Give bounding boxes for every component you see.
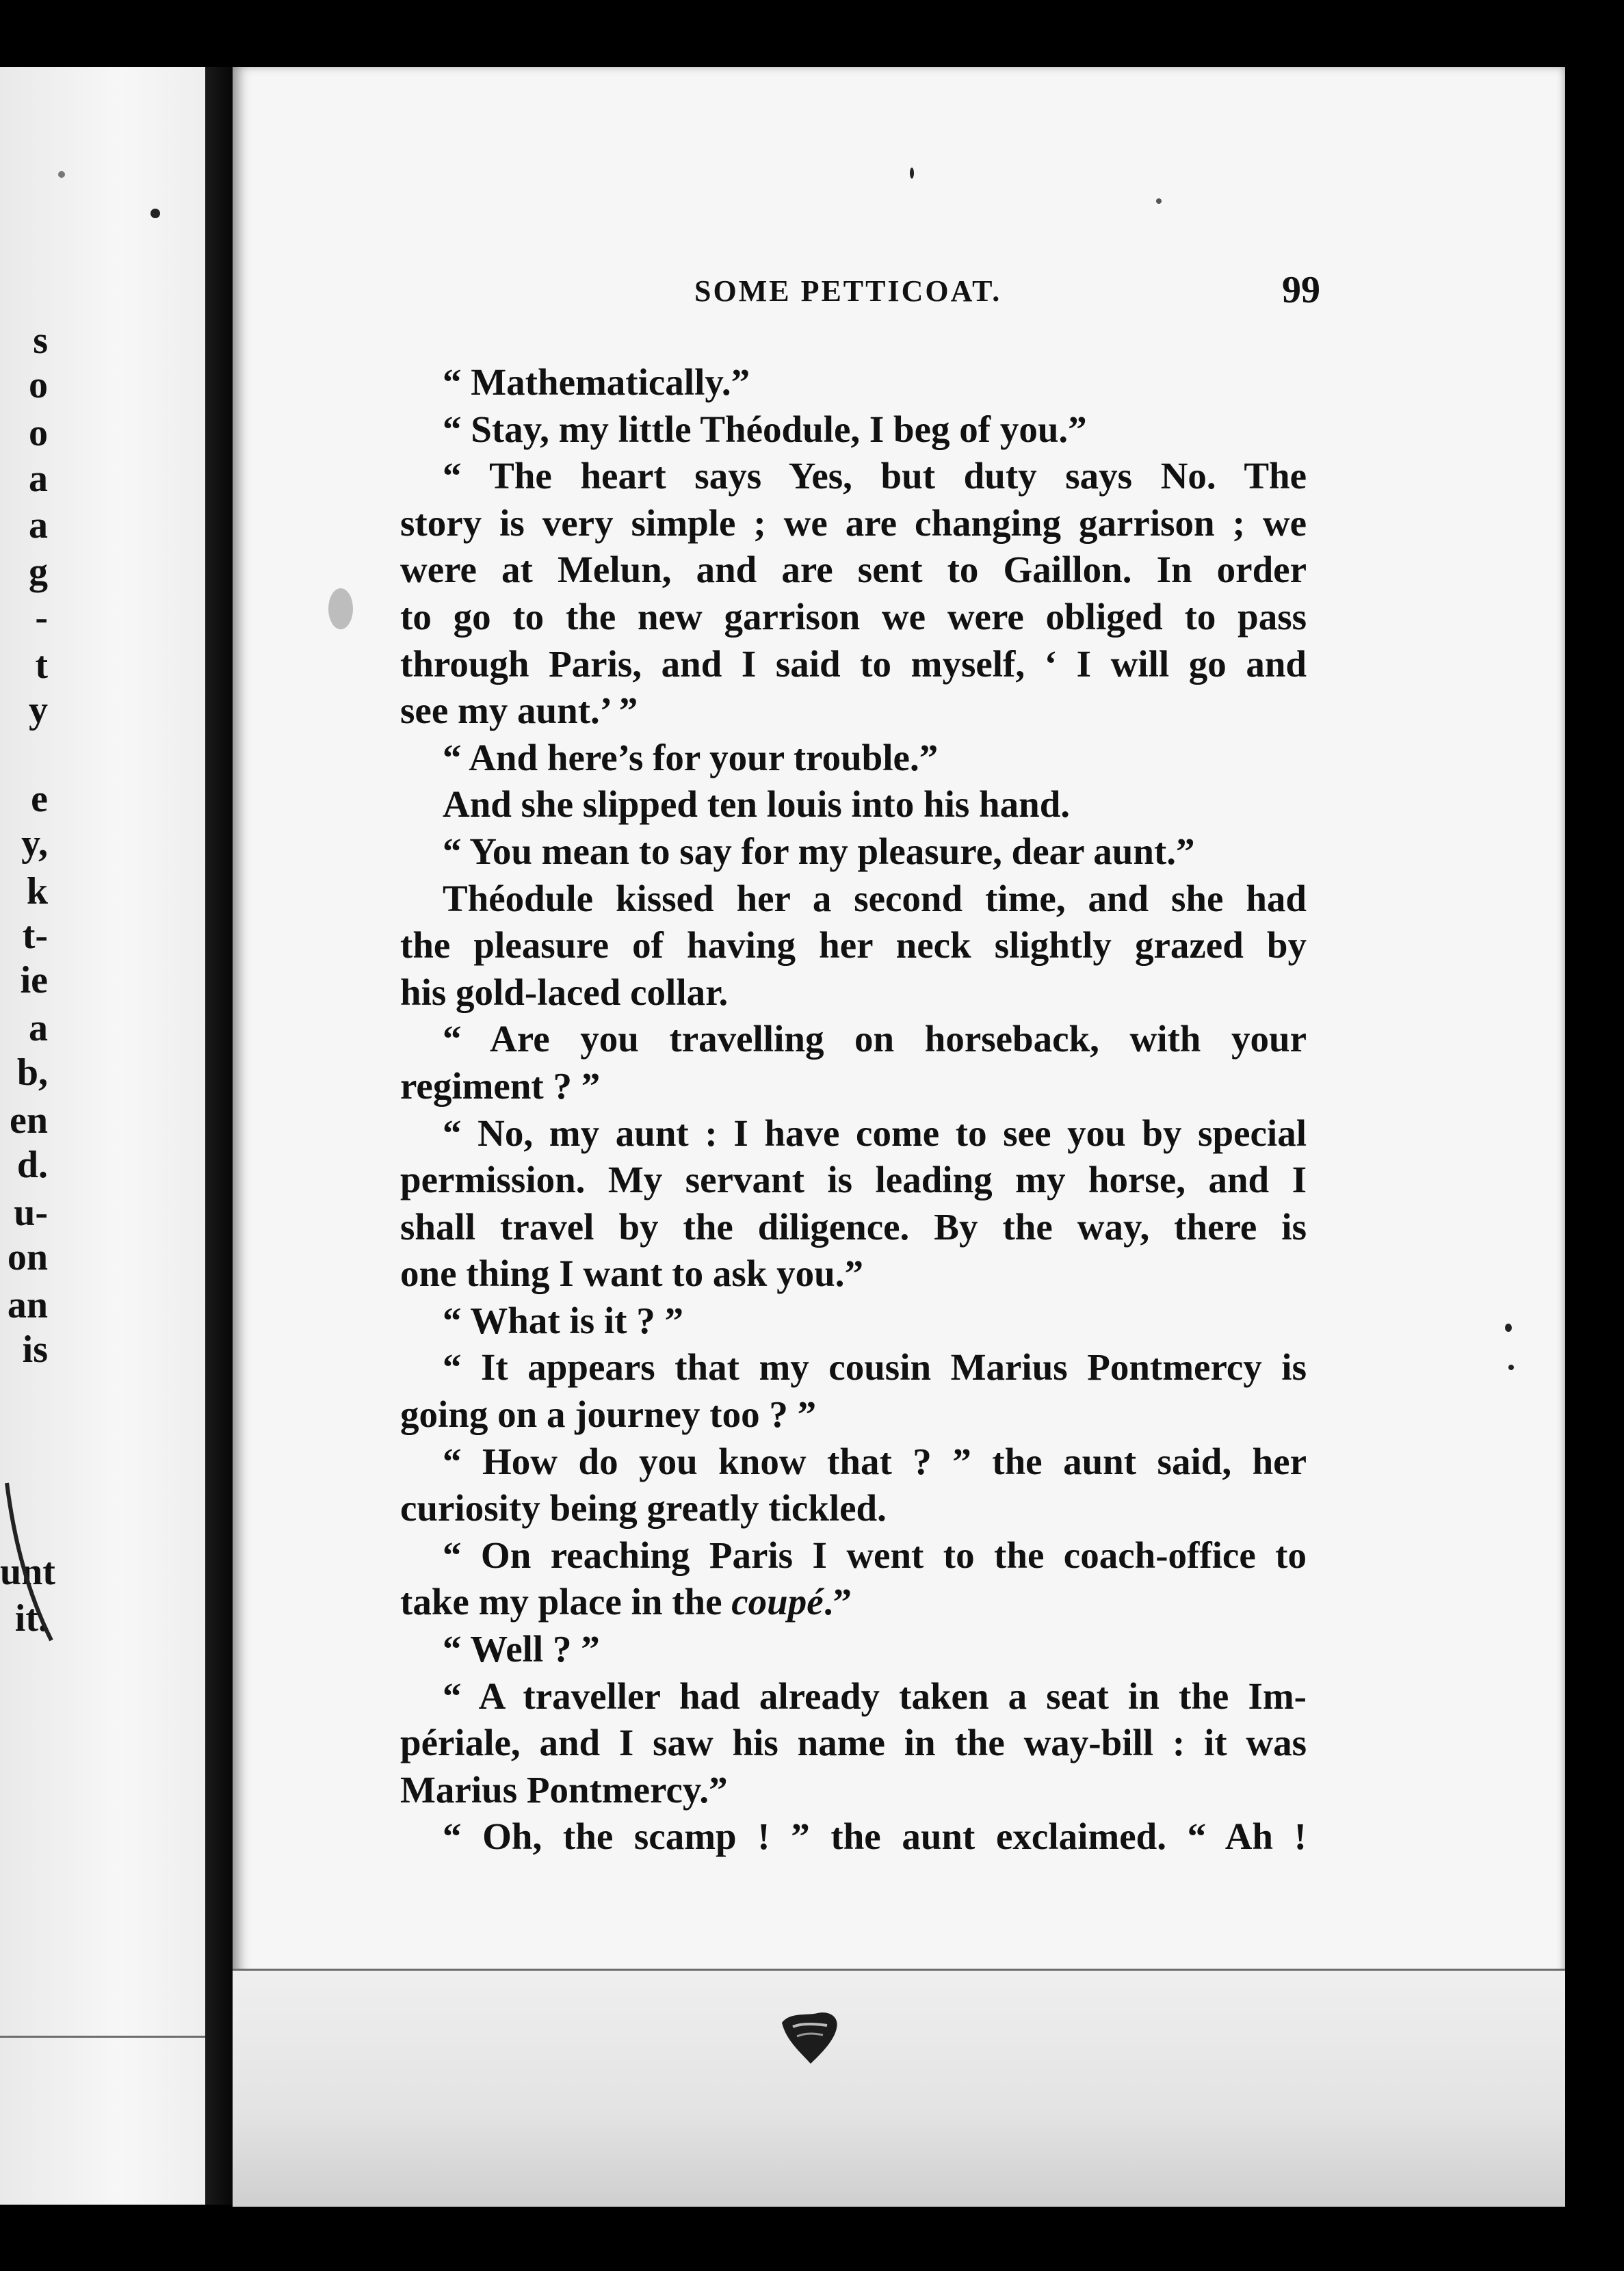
text-line-tail: .” [823, 1581, 852, 1623]
text-line-content: his gold-laced collar. [400, 971, 729, 1013]
text-line-content: the pleasure of having her neck slightly grazed by [400, 924, 1307, 967]
text-line-content: “ It appears that my cousin Marius Pontmercy is [443, 1346, 1307, 1389]
previous-page-fragment: y [29, 689, 48, 731]
text-line-content: “ What is it ? ” [443, 1299, 683, 1341]
previous-page-fragment: d. [16, 1144, 48, 1186]
text-line [400, 1204, 1307, 1251]
text-line [400, 1344, 1307, 1391]
text-line-content: take my place in the [400, 1581, 732, 1623]
text-line-content: curiosity being greatly tickled. [400, 1487, 887, 1530]
text-line [400, 1626, 1307, 1673]
text-line [400, 687, 1307, 735]
text-line-content: permission. My servant is leading my horse, and I [400, 1159, 1307, 1201]
previous-page-fragment: ie [20, 959, 48, 1001]
previous-page-fragment: u- [14, 1192, 48, 1234]
text-line-content: shall travel by the diligence. By the way, there is [400, 1205, 1307, 1248]
text-line-content: And she slipped ten louis into his hand. [443, 783, 1071, 826]
text-line [400, 406, 1307, 454]
previous-page-sliver [0, 67, 205, 2205]
text-line-content: to go to the new garrison we were obliged to pass [400, 595, 1307, 638]
paper-speck [328, 588, 353, 629]
text-line-content: “ A traveller had already taken a seat in the Im- [443, 1675, 1307, 1717]
text-line [400, 1110, 1307, 1157]
previous-page-fragment: o [29, 412, 48, 454]
previous-page-fragment: s [33, 319, 48, 362]
text-line [400, 1813, 1307, 1861]
text-line [400, 735, 1307, 782]
text-line [400, 969, 1307, 1016]
text-line [400, 1157, 1307, 1204]
text-line-content: Marius Pontmercy.” [400, 1768, 728, 1811]
text-line [400, 641, 1307, 688]
text-line [400, 1579, 1307, 1626]
text-line [400, 1673, 1307, 1720]
text-line-content: “ How do you know that ? ” the aunt said, her [443, 1440, 1307, 1482]
text-line [400, 1532, 1307, 1579]
previous-page-fragment: t [35, 644, 48, 687]
text-line-content: périale, and I saw his name in the way-bill : it was [400, 1722, 1307, 1764]
text-line-content: “ And here’s for your trouble.” [443, 736, 939, 778]
text-line-content: were at Melun, and are sent to Gaillon. In order [400, 549, 1307, 591]
previous-page-text-fragments [0, 67, 205, 2205]
text-line [400, 922, 1307, 969]
text-line-content: regiment ? ” [400, 1064, 601, 1107]
text-line [400, 1439, 1307, 1486]
text-line [400, 1250, 1307, 1298]
text-line-content: story is very simple ; we are changing garrison ; we [400, 501, 1307, 544]
previous-page-fragment: o [29, 364, 48, 406]
text-line [400, 1720, 1307, 1767]
text-line-content: going on a journey too ? ” [400, 1393, 817, 1436]
page-number: 99 [1282, 269, 1320, 311]
text-line-content: one thing I want to ask you.” [400, 1252, 863, 1295]
text-line [400, 828, 1307, 876]
page-bottom-margin [233, 1969, 1565, 2207]
previous-page-fragment: y, [21, 822, 48, 865]
text-line-content: see my aunt.’ ” [400, 690, 638, 732]
text-line-content: “ Oh, the scamp ! ” the aunt exclaimed. “ Ah ! [443, 1815, 1307, 1858]
previous-page-fragment: it. [14, 1597, 48, 1640]
paper-speck [1505, 1324, 1512, 1332]
previous-page-fragment: a [29, 458, 48, 500]
text-line [400, 781, 1307, 828]
paper-speck [150, 209, 160, 218]
previous-page-fragment: k [26, 870, 48, 913]
text-line-content: Théodule kissed her a second time, and she had [443, 877, 1307, 919]
paper-speck [910, 168, 914, 179]
body-text [400, 359, 1307, 1861]
text-line-content: “ No, my aunt : I have come to see you by special [443, 1112, 1307, 1154]
previous-page-fragment: unt [0, 1551, 55, 1593]
text-line [400, 594, 1307, 641]
previous-page-fragment: an [7, 1284, 48, 1326]
text-line-content: “ Are you travelling on horseback, with your [443, 1018, 1307, 1060]
paper-speck [58, 171, 65, 178]
text-line [400, 1391, 1307, 1439]
previous-page-fragment: a [29, 1007, 48, 1049]
text-line-content: “ The heart says Yes, but duty says No. The [443, 455, 1307, 497]
running-header [400, 268, 1320, 316]
text-line [400, 359, 1307, 406]
previous-page-fragment: - [35, 596, 48, 639]
previous-page-fragment: is [22, 1328, 48, 1371]
previous-page-fragment: en [10, 1099, 48, 1142]
text-line-content: “ Stay, my little Théodule, I beg of you.” [443, 408, 1087, 450]
previous-page-fragment: g [29, 551, 48, 593]
previous-page-fragment: b, [16, 1051, 48, 1094]
text-line-content: “ You mean to say for my pleasure, dear aunt.” [443, 830, 1195, 872]
text-line [400, 500, 1307, 547]
text-line [400, 547, 1307, 594]
text-line [400, 1767, 1307, 1814]
previous-page-fragment: on [7, 1236, 48, 1278]
text-line-italic: coupé [731, 1581, 824, 1623]
library-stamp-icon [776, 2008, 845, 2069]
paper-speck [1156, 198, 1162, 204]
text-line-content: “ Well ? ” [443, 1628, 600, 1670]
text-line [400, 1063, 1307, 1110]
text-line [400, 1298, 1307, 1345]
text-line-content: through Paris, and I said to myself, ‘ I will go and [400, 642, 1307, 685]
previous-page-fragment: t- [22, 915, 48, 957]
previous-page-ink-stroke [0, 1476, 62, 1654]
paper-speck [1508, 1365, 1514, 1370]
text-line [400, 1016, 1307, 1063]
previous-page-fragment: e [31, 778, 48, 820]
running-header-title: SOME PETTICOAT. [694, 274, 1002, 308]
text-line [400, 876, 1307, 923]
text-line [400, 453, 1307, 500]
previous-page-bottom-rule [0, 2036, 205, 2038]
text-line-content: “ Mathematically.” [443, 361, 750, 403]
text-line-content: “ On reaching Paris I went to the coach-office to [443, 1534, 1307, 1576]
text-line [400, 1485, 1307, 1532]
previous-page-fragment: a [29, 504, 48, 547]
